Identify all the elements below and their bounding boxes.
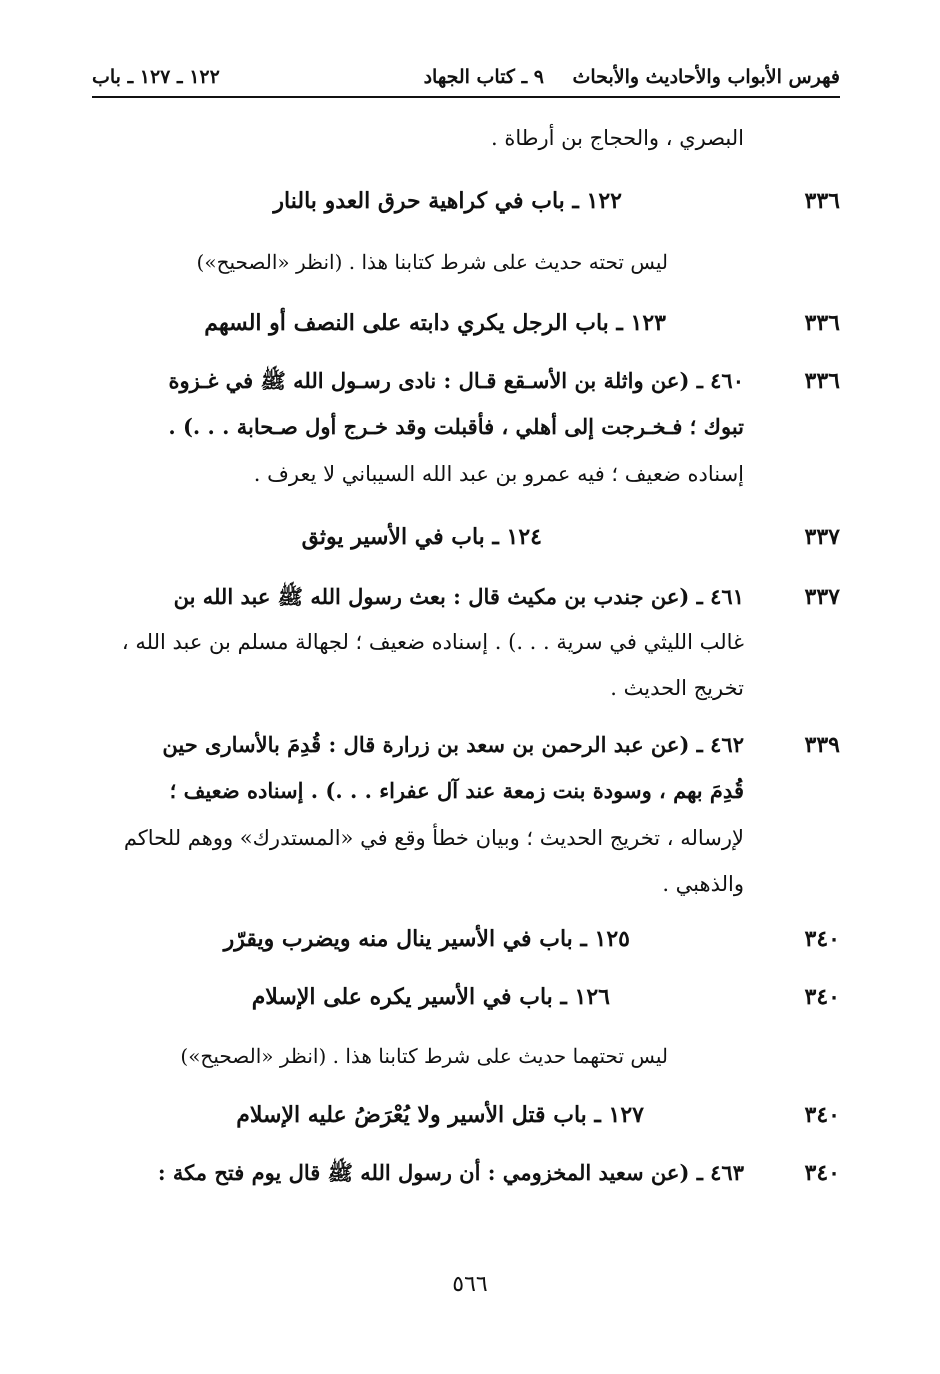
hadith-line: غالب الليثي في سرية . . .) . إسناده ضعيف ؛ لجهالة مسلم بن عبد الله ، <box>121 630 744 654</box>
hadith-line: تبوك ؛ فـخـرجت إلى أهلي ، فأقبلت وقد خـرج أول صـحابة . . .) . <box>168 414 744 439</box>
page-number: ٣٣٦ <box>804 368 840 394</box>
page-number: ٣٣٦ <box>804 188 840 214</box>
page-number: ٣٤٠ <box>804 926 840 952</box>
chapter-heading: ١٢٤ ـ باب في الأسير يوثق <box>301 524 542 550</box>
hadith-line: ٤٦٣ ـ (عن سعيد المخزومي : أن رسول الله ﷺ قال يوم فتح مكة : <box>157 1160 744 1185</box>
running-head-title: فهرس الأبواب والأحاديث والأبحاث <box>572 66 840 88</box>
chapter-heading: ١٢٥ ـ باب في الأسير ينال منه ويضرب ويقرّر <box>223 926 630 952</box>
page-number: ٣٣٩ <box>804 732 840 758</box>
chapter-heading: ١٢٣ ـ باب الرجل يكري دابته على النصف أو السهم <box>204 310 666 336</box>
chapter-heading: ١٢٢ ـ باب في كراهية حرق العدو بالنار <box>273 188 622 214</box>
page-number: ٣٣٦ <box>804 310 840 336</box>
chapter-heading: ١٢٦ ـ باب في الأسير يكره على الإسلام <box>251 984 610 1010</box>
note-line: ليس تحته حديث على شرط كتابنا هذا . (انظر «الصحيح») <box>196 250 668 274</box>
hadith-line: ٤٦١ ـ (عن جندب بن مكيث قال : بعث رسول الله ﷺ عبد الله بن <box>173 584 744 609</box>
running-head-section: ٩ ـ كتاب الجهاد <box>423 66 544 88</box>
page-number: ٣٤٠ <box>804 1160 840 1186</box>
page-number: ٣٣٧ <box>804 584 840 610</box>
running-head-range: ١٢٢ ـ ١٢٧ ـ باب <box>92 66 220 88</box>
hadith-line: ٤٦٠ ـ (عن واثلة بن الأسـقع قـال : نادى رسـول الله ﷺ في غـزوة <box>168 368 744 393</box>
continuation-line: البصري ، والحجاج بن أرطاة . <box>491 126 744 150</box>
note-line: ليس تحتهما حديث على شرط كتابنا هذا . (انظر «الصحيح») <box>180 1044 668 1068</box>
hadith-line: قُدِمَ بهم ، وسودة بنت زمعة عند آل عفراء . . .) . إسناده ضعيف ؛ <box>169 778 744 803</box>
chapter-heading: ١٢٧ ـ باب قتل الأسير ولا يُعْرَضُ عليه الإسلام <box>236 1102 644 1128</box>
hadith-line: والذهبي . <box>662 872 744 896</box>
page-number: ٣٤٠ <box>804 984 840 1010</box>
hadith-line: تخريج الحديث . <box>610 676 744 700</box>
page-number: ٣٣٧ <box>804 524 840 550</box>
hadith-line: إسناده ضعيف ؛ فيه عمرو بن عبد الله السيباني لا يعرف . <box>253 462 744 486</box>
hadith-line: لإرساله ، تخريج الحديث ؛ وبيان خطأ وقع في «المستدرك» ووهم للحاكم <box>123 826 744 850</box>
hadith-line: ٤٦٢ ـ (عن عبد الرحمن بن سعد بن زرارة قال : قُدِمَ بالأسارى حين <box>162 732 744 757</box>
running-head <box>92 62 840 98</box>
page-folio: ٥٦٦ <box>452 1272 488 1297</box>
page-number: ٣٤٠ <box>804 1102 840 1128</box>
